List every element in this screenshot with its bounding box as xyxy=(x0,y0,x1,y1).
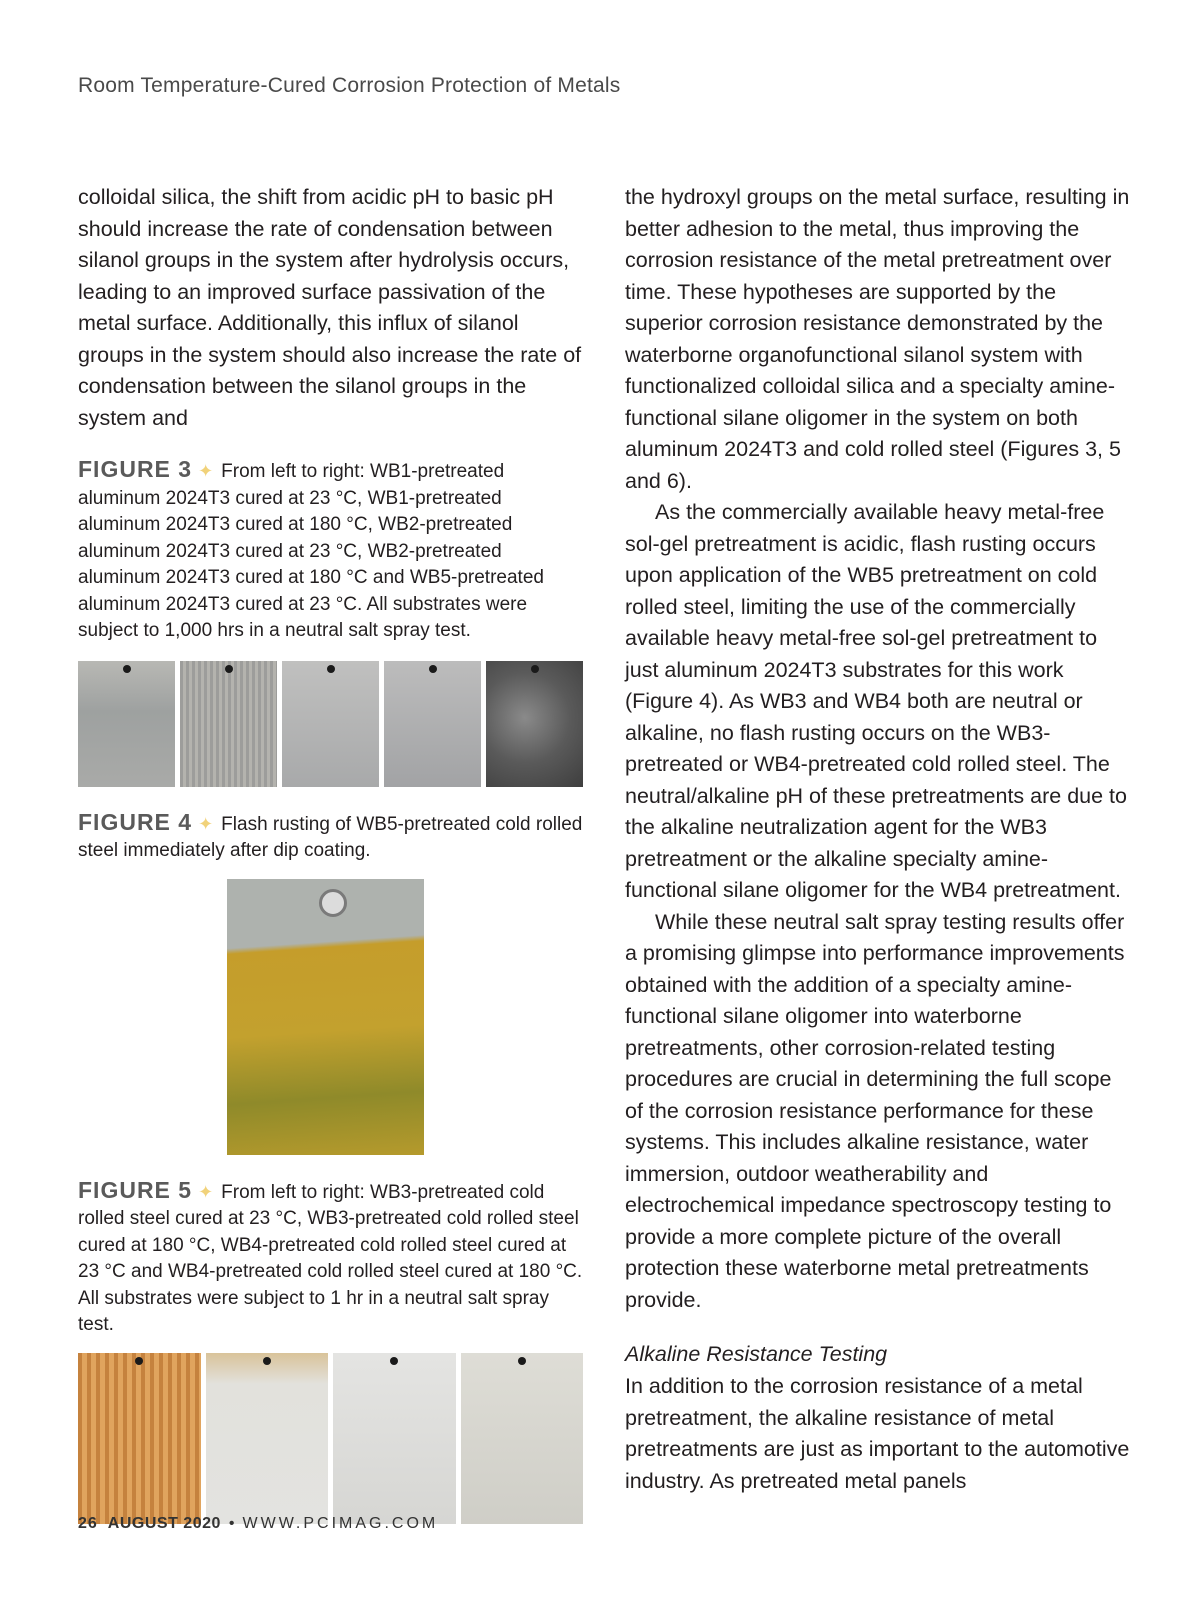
flash-rust-panel-photo xyxy=(227,879,424,1155)
figure-3 xyxy=(78,456,583,787)
figure-3-caption-text: From left to right: WB1-pretreated aluminum 2024T3 cured at 23 °C, WB1-pretreated aluminum 2024T3 cured at 180 °C, WB2-pretreated aluminum 2024T3 cured at 23 °C, WB2-pretreated aluminum 2024T3 cured at 180 °C and WB5-pretreated aluminum 2024T3 cured at 23 °C. All substrates were subject to 1,000 hrs in a neutral salt spray test. xyxy=(78,461,544,641)
figure-5 xyxy=(78,1177,583,1524)
running-head: Room Temperature-Cured Corrosion Protection of Metals xyxy=(78,74,621,97)
body-paragraph: colloidal silica, the shift from acidic pH to basic pH should increase the rate of condensation between silanol groups in the system after hydrolysis occurs, leading to an improved surface passivation of the metal surface. Additionally, this influx of silanol groups in the system should also increase the rate of condensation between the silanol groups in the system and xyxy=(78,185,582,430)
figure-4-caption-text: Flash rusting of WB5-pretreated cold rolled steel immediately after dip coating. xyxy=(78,813,583,861)
figure-4-caption xyxy=(78,809,583,865)
hanging-hole xyxy=(225,665,233,673)
panel-photo xyxy=(206,1353,329,1524)
page-number: 26 xyxy=(78,1515,98,1532)
panel-photo xyxy=(461,1353,584,1524)
figure-5-label: FIGURE 5 xyxy=(78,1176,193,1203)
panel-photo xyxy=(78,1353,201,1524)
body-paragraph: While these neutral salt spray testing results offer a promising glimpse into performance improvements obtained with the addition of a specialty amine-functional silane oligomer into waterborne pretreatments, other corrosion-related testing procedures are crucial in determining the full scope of the corrosion resistance performance for these systems. This includes alkaline resistance, water immersion, outdoor weatherability and electrochemical impedance spectroscopy testing to provide a more complete picture of the overall protection these waterborne metal pretreatments provide. xyxy=(625,909,1125,1312)
figure-5-caption xyxy=(78,1177,583,1339)
hanging-hole xyxy=(429,665,437,673)
figure-5-photo-strip xyxy=(78,1353,583,1524)
diamond-bullet-icon: ✦ xyxy=(198,461,214,481)
hanging-hole xyxy=(327,665,335,673)
hanging-hole xyxy=(390,1357,398,1365)
panel-photo xyxy=(180,661,277,787)
right-column xyxy=(625,182,1135,1497)
figure-4-label: FIGURE 4 xyxy=(78,808,193,835)
figure-3-label: FIGURE 3 xyxy=(78,456,193,482)
figure-5-caption-text: From left to right: WB3-pretreated cold rolled steel cured at 23 °C, WB3-pretreated cold rolled steel cured at 180 °C, WB4-pretreated cold rolled steel cured at 23 °C and WB4-pretreated cold rolled steel cured at 180 °C. All substrates were subject to 1 hr in a neutral salt spray test. xyxy=(78,1181,583,1335)
figure-3-caption xyxy=(78,456,583,645)
issue-date: AUGUST 2020 xyxy=(107,1515,221,1532)
website-url: WWW.PCIMAG.COM xyxy=(242,1515,439,1532)
panel-clip xyxy=(319,889,347,917)
hanging-hole xyxy=(135,1357,143,1365)
hanging-hole xyxy=(263,1357,271,1365)
panel-photo xyxy=(282,661,379,787)
diamond-bullet-icon: ✦ xyxy=(198,813,214,834)
panel-photo xyxy=(486,661,583,787)
hanging-hole xyxy=(123,665,131,673)
hanging-hole xyxy=(531,665,539,673)
diamond-bullet-icon: ✦ xyxy=(198,1181,214,1202)
body-paragraph: the hydroxyl groups on the metal surface, resulting in better adhesion to the metal, thus improving the corrosion resistance of the metal pretreatment over time. These hypotheses are supported by the superior corrosion resistance demonstrated by the waterborne organofunctional silanol system with functionalized colloidal silica and a specialty amine-functional silane oligomer in the system on both aluminum 2024T3 and cold rolled steel (Figures 3, 5 and 6). xyxy=(625,185,1130,493)
figure-4 xyxy=(78,809,583,1155)
panel-photo xyxy=(333,1353,456,1524)
page-footer xyxy=(78,1515,438,1533)
footer-separator: • xyxy=(228,1515,235,1532)
hanging-hole xyxy=(518,1357,526,1365)
body-paragraph: In addition to the corrosion resistance of a metal pretreatment, the alkaline resistance of metal pretreatments are just as important to the automotive industry. As pretreated metal panels xyxy=(625,1374,1130,1493)
left-column xyxy=(78,182,583,1524)
body-paragraph: As the commercially available heavy metal-free sol-gel pretreatment is acidic, flash rusting occurs upon application of the WB5 pretreatment on cold rolled steel, limiting the use of the commercially available heavy metal-free sol-gel pretreatment to just aluminum 2024T3 substrates for this work (Figure 4). As WB3 and WB4 both are neutral or alkaline, no flash rusting occurs on the WB3-pretreated or WB4-pretreated cold rolled steel. The neutral/alkaline pH of these pretreatments are due to the alkaline neutralization agent for the WB3 pretreatment or the alkaline specialty amine-functional silane oligomer for the WB4 pretreatment. xyxy=(625,500,1127,902)
panel-photo xyxy=(78,661,175,787)
section-subheading: Alkaline Resistance Testing xyxy=(625,1342,888,1366)
figure-3-photo-strip xyxy=(78,661,583,787)
panel-photo xyxy=(384,661,481,787)
